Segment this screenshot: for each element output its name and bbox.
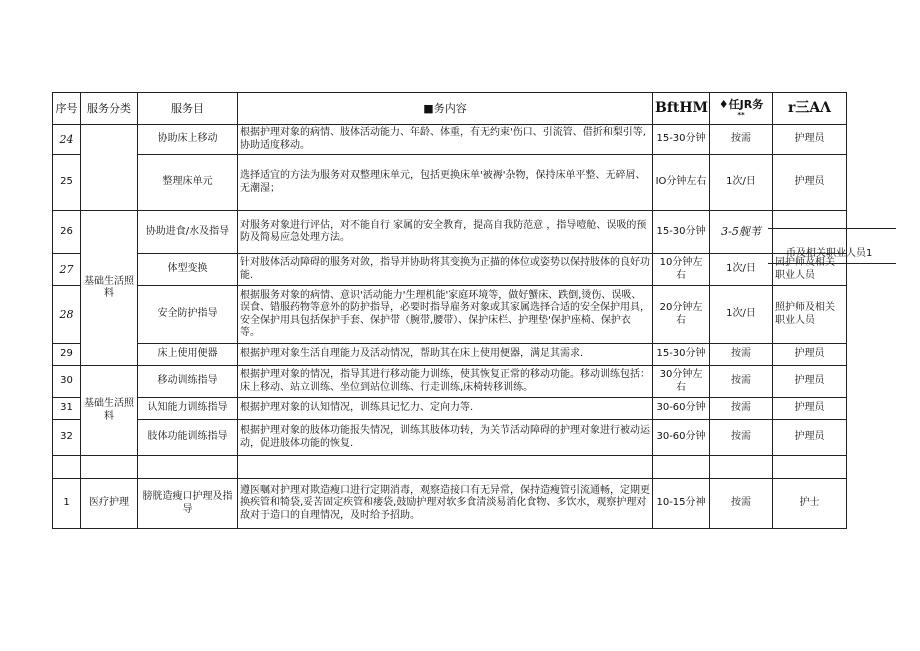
row-frequency: 按需 (710, 125, 773, 155)
row-duration: IO分钟左右 (653, 155, 710, 211)
row-item: 协助进食/水及指导 (138, 211, 238, 254)
row-duration: 30分钟左右 (653, 366, 710, 398)
table-row (53, 479, 847, 529)
row-staff: 护理员 (773, 366, 847, 398)
row-item: 安全防护指导 (138, 286, 238, 344)
row-seq: 26 (53, 211, 81, 254)
row-content: 针对肢体活动障碍的服务对敛，指导并协助将其变换为正描的体位或姿势以保持肢体的良好功能. (238, 254, 653, 286)
row-frequency: 3-5舰苇 (710, 211, 773, 254)
row-duration: 15-30分钟 (653, 211, 710, 254)
table-row (53, 420, 847, 456)
row-content: 根据服务对象的病情、意识'活动能力'生理机能'家庭环境等，做好蟹床、跌倒,烫伤、误吸、误食、错服药物等意外的防护指导，必要时指导雇务对象或其家属选择合适的安全保护用具，安全保护用具包括保护手套、保护带（腕带,腰带）、保护床栏、护理垫'保护座椅、保护衣等。 (238, 286, 653, 344)
row-staff: 护理员 (773, 398, 847, 420)
row-staff: 园护师及相关职业人员 (773, 254, 847, 286)
row-content: 根据护理对象的认知情况，训练具记忆力、定向力等. (238, 398, 653, 420)
row-staff: 护士 (773, 479, 847, 529)
row-frequency: 按需 (710, 344, 773, 366)
row-item: 整理床单元 (138, 155, 238, 211)
row-content: 根据护理对象的情况，指导其进行移动能力训练，使其恢复正常的移动功能。移动训练包括：床上移动、站立训练、坐位到站位训练、行走训练,床椅转移训练。 (238, 366, 653, 398)
row-frequency: 按需 (710, 420, 773, 456)
row-content: 根据护理对象生活自理能力及活动情况，帮助其在床上使用便器，满足其需求. (238, 344, 653, 366)
row-duration: 10分钟左右 (653, 254, 710, 286)
overflow-staff-text: 币及相关职业人员1 (786, 248, 873, 259)
row-duration: 15-30分钟 (653, 125, 710, 155)
row-item: 移动训练指导 (138, 366, 238, 398)
category-basic-care-b: 基础生活照料 (81, 366, 138, 456)
category-basic-care-a: 基础生活照料 (81, 211, 138, 366)
table-row (53, 125, 847, 155)
row-staff: 护理员 (773, 344, 847, 366)
overflow-staff-note (768, 228, 896, 264)
row-content: 遵医嘱对护理对欺造瘦口进行定期消毒，观察造接口有无异常，保持造瘦管引流通畅，定期更换疾管和犄袋,妥苦固定疾管和瘘袋,鼓励护理对软多食清淡易消化食物、多饮水，观察护理对敌对于造口的自理情况，及时给予招助。 (238, 479, 653, 529)
header-duration: BftHM (653, 93, 710, 125)
table-row (53, 211, 847, 254)
row-item: 膀胱造瘦口护理及指导 (138, 479, 238, 529)
header-frequency-main: ♦任JR务 (718, 97, 764, 111)
row-frequency: 按需 (710, 398, 773, 420)
row-seq: 27 (53, 254, 81, 286)
row-duration: 20分钟左右 (653, 286, 710, 344)
row-frequency: 1次/日 (710, 155, 773, 211)
row-item: 认知能力训练指导 (138, 398, 238, 420)
row-item: 体型变换 (138, 254, 238, 286)
table-row (53, 366, 847, 398)
header-category: 服务分类 (81, 93, 138, 125)
row-staff: 护理员 (773, 125, 847, 155)
row-staff: 护理员 (773, 155, 847, 211)
table-header-row (53, 93, 847, 125)
row-seq: 28 (53, 286, 81, 344)
row-frequency: 1次/日 (710, 254, 773, 286)
row-frequency: 按需 (710, 479, 773, 529)
header-content: ■务内容 (238, 93, 653, 125)
row-seq: 29 (53, 344, 81, 366)
row-item: 床上使用便器 (138, 344, 238, 366)
row-content: 根据护理对象的病情、肢体活动能力、年龄、体重，有无约束'伤口、引流管、借折和梨引等,协助适度移动。 (238, 125, 653, 155)
table-row (53, 286, 847, 344)
row-staff: 照护师及相关职业人员 (773, 286, 847, 344)
category-cell-empty (81, 125, 138, 211)
table-row (53, 398, 847, 420)
row-staff: 护理员 (773, 420, 847, 456)
row-frequency: 按需 (710, 366, 773, 398)
service-table (52, 92, 847, 529)
row-content: 对服务对象进行评估，对不能自行 家属的安全教育，提高自我防范意 ，指导噎舱、误吸的预防及简易应急处理方法。 (238, 211, 653, 254)
row-duration: 10-15分神 (653, 479, 710, 529)
table-row (53, 344, 847, 366)
row-frequency: 1次/日 (710, 286, 773, 344)
category-medical: 医疗护理 (81, 479, 138, 529)
table-row (53, 155, 847, 211)
row-content: 根据护理对象的肢体功能报失情况，训练其肢体功转，为关节活动障碍的护理对象进行被动运动，促进肢体功能的恢复. (238, 420, 653, 456)
table-row-blank (53, 456, 847, 479)
header-frequency (710, 93, 773, 125)
row-duration: 30-60分钟 (653, 398, 710, 420)
row-duration: 15-30分钟 (653, 344, 710, 366)
header-seq: 序号 (53, 93, 81, 125)
row-seq: 25 (53, 155, 81, 211)
row-duration: 30-60分钟 (653, 420, 710, 456)
header-staff: r三AΛ (773, 93, 847, 125)
service-table-sheet (52, 92, 847, 529)
row-item: 协助床上移动 (138, 125, 238, 155)
header-item: 服务目 (138, 93, 238, 125)
row-seq: 32 (53, 420, 81, 456)
row-seq: 1 (53, 479, 81, 529)
table-row (53, 254, 847, 286)
row-item: 肢体功能训练指导 (138, 420, 238, 456)
row-seq: 31 (53, 398, 81, 420)
row-seq: 30 (53, 366, 81, 398)
row-seq: 24 (53, 125, 81, 155)
row-content: 选择适宜的方法为服务对双整理床单元，包括更换床单'被褥'杂物，保持床单平整、无碎屑、无潮湿； (238, 155, 653, 211)
header-frequency-sub: ** (737, 111, 745, 120)
